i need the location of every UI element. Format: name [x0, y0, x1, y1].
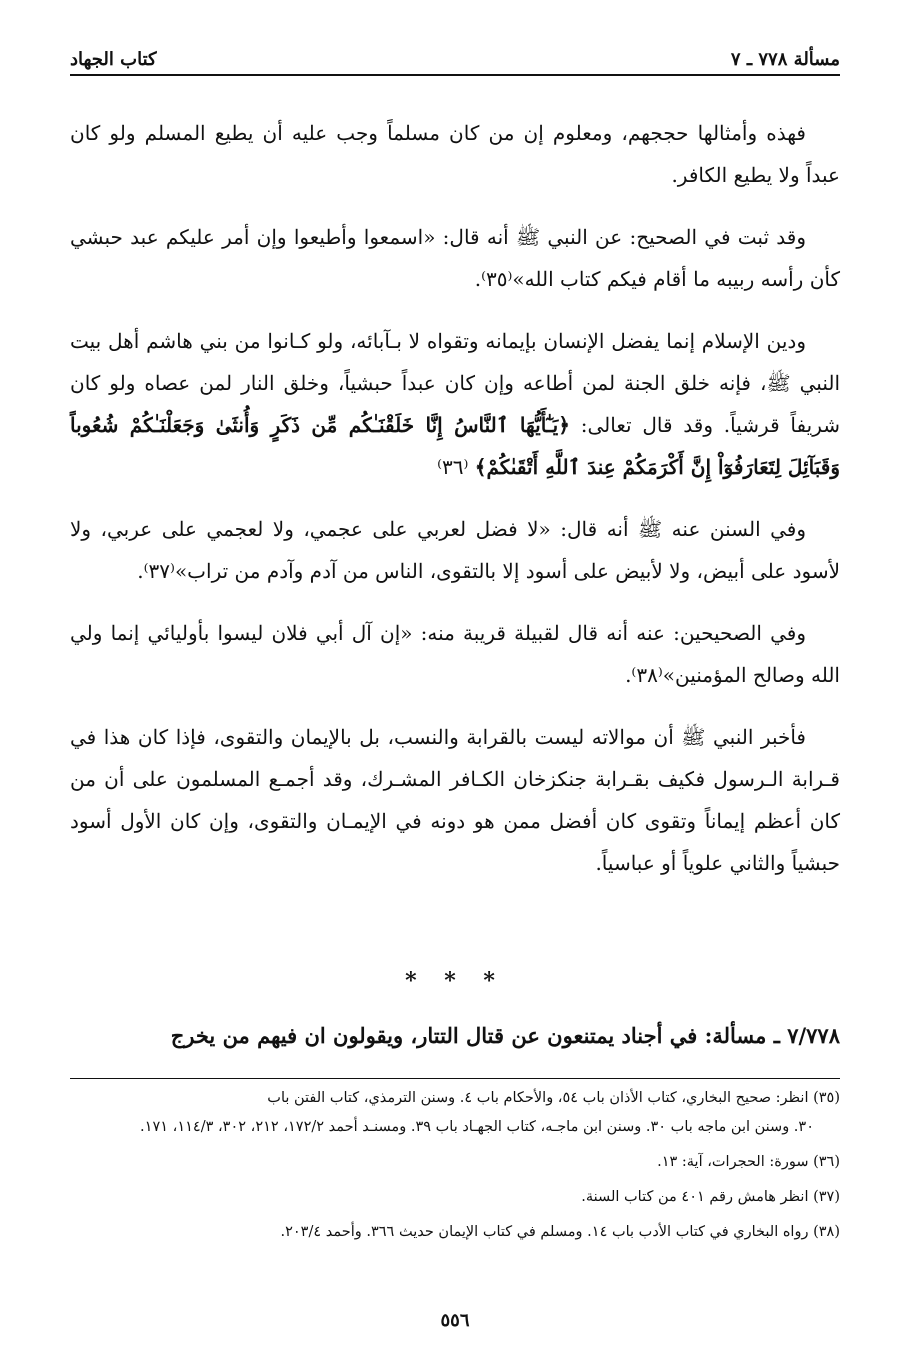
footnote-ref: ⁽٣٦⁾ [437, 455, 469, 479]
footnote-text: (٣٨) رواه البخاري في كتاب الأدب باب ١٤. ومسلم في كتاب الإيمان حديث ٣٦٦. وأحمد ٢٠٣/٤. [280, 1224, 840, 1240]
main-text [70, 112, 840, 904]
header-book-title: كتاب الجهاد [70, 49, 157, 70]
paragraph: وفي السنن عنه ﷺ أنه قال: «لا فضل لعربي على عجمي، ولا لعجمي على عربي، ولا لأسود على أبيض، ولا لأبيض على أسود إلا بالتقوى، الناس من آدم وآدم من تراب»⁽٣٧⁾. [70, 517, 840, 583]
footnote [70, 1148, 840, 1177]
footnote-text: (٣٦) سورة: الحجرات، آية: ١٣. [657, 1154, 840, 1170]
paragraph: فأخبر النبي ﷺ أن موالاته ليست بالقرابة والنسب، بل بالإيمان والتقوى، فإذا كان هذا في قـرابة الـرسول فكيف بقـرابة جنكزخان الكـافر المشـرك، وقد أجمـع المسلمون على أن من كان أعظم إيماناً وتقوى كان أفضل ممن هو دونه في الإيمـان والتقوى، وإن كان الأول أسود حبشياً والثاني علوياً أو عباسياً. [70, 725, 840, 875]
paragraph: وقد ثبت في الصحيح: عن النبي ﷺ أنه قال: «اسمعوا وأطيعوا وإن أمر عليكم عبد حبشي كأن رأسه ربيبه ما أقام فيكم كتاب الله»⁽٣٥⁾. [70, 225, 840, 291]
footnote-text: (٣٥) انظر: صحيح البخاري، كتاب الأذان باب ٥٤، والأحكام باب ٤. وسنن الترمذي، كتاب الفتن باب [267, 1090, 840, 1106]
paragraph-with-verse [70, 320, 840, 488]
book-page [70, 40, 840, 1330]
footnotes [70, 1084, 840, 1253]
footnote-text: (٣٧) انظر هامش رقم ٤٠١ من كتاب السنة. [581, 1189, 840, 1205]
paragraph-text: ودين الإسلام إنما يفضل الإنسان بإيمانه وتقواه لا بـآبائه، ولو كـانوا من بني هاشم أهل بيت النبي ﷺ، فإنه خلق الجنة لمن أطاعه وإن كان عبداً حبشياً، وخلق النار لمن عصاه ولو كان شريفاً قرشياً. وقد قال تعالى: [70, 329, 840, 437]
quran-verse: ﴿يَـٰٓأَيُّهَا ٱلنَّاسُ إِنَّا خَلَقْنَـٰكُم مِّن ذَكَرٍ وَأُنثَىٰ وَجَعَلْنَـٰكُمْ شُعُوباً وَقَبَآئِلَ لِتَعَارَفُوٓاْ إِنَّ أَكْرَمَكُمْ عِندَ ٱللَّهِ أَتْقَىٰكُمْ﴾ [70, 413, 840, 479]
section-separator: * * * [405, 968, 505, 994]
footnote [70, 1218, 840, 1247]
issue-number: ٧/٧٧٨ ـ مسألة: [704, 1023, 840, 1048]
footnote [70, 1183, 840, 1212]
footnote-divider [70, 1078, 840, 1079]
paragraph: وفي الصحيحين: عنه أنه قال لقبيلة قريبة منه: «إن آل أبي فلان ليسوا بأوليائي إنما ولي الله وصالح المؤمنين»⁽٣٨⁾. [70, 621, 840, 687]
running-header [70, 40, 840, 76]
page-number: ٥٥٦ [440, 1310, 470, 1331]
issue-heading [70, 1018, 840, 1054]
footnote [70, 1084, 840, 1142]
footnote-continuation: ٣٠. وسنن ابن ماجه باب ٣٠. وسنن ابن ماجـه، كتاب الجهـاد باب ٣٩. ومسنـد أحمد ١٧٢/٢، ٢١٢، ٣٠٢، ١١٤/٣، ١٧١. [140, 1119, 814, 1135]
paragraph: فهذه وأمثالها حججهم، ومعلوم إن من كان مسلماً وجب عليه أن يطيع المسلم ولو كان عبداً ولا يطيع الكافر. [70, 121, 840, 187]
issue-text: في أجناد يمتنعون عن قتال التتار، ويقولون ان فيهم من يخرج [170, 1023, 698, 1048]
header-issue-number: مسألة ٧٧٨ ـ ٧ [730, 49, 840, 70]
